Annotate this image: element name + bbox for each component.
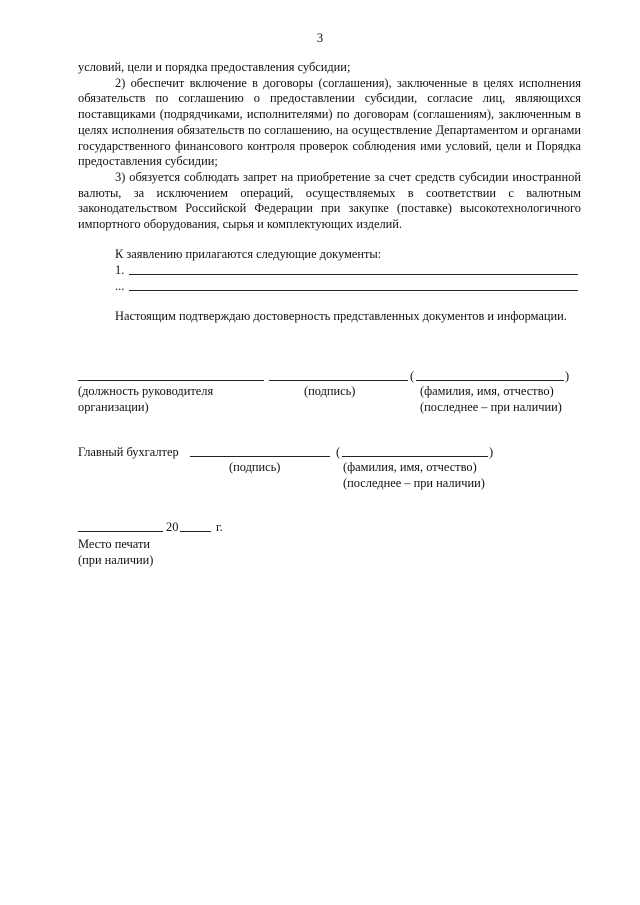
date-year-line[interactable] (180, 531, 211, 532)
paragraph-item-3: 3) обязуется соблюдать запрет на приобретение за счет средств субсидии иностранной валюты, за исключением операций, осуществляемых в соответствии с валютным законодательством Российской Федерации при закупке (поставке) высокотехнологичного импортного оборудования, сырья и комплектующих изделий. (78, 169, 581, 232)
attachment-item-1-label: 1. (115, 263, 125, 277)
attachment-item-1-line[interactable] (129, 274, 578, 275)
confirmation-paragraph: Настоящим подтверждаю достоверность представленных документов и информации. (115, 309, 567, 323)
paragraph-item-2: 2) обеспечит включение в договоры (соглашения), заключенные в целях исполнения обязательств по соглашению о предоставлении субсидии, согласие лиц, являющихся поставщиками (подрядчиками, исполнителями) по договорам (соглашениям), заключенным в целях исполнения обязательств по соглашению, на осуществление Департаментом и органами государственного финансового контроля проверок соблюдения ими условий, цели и Порядка предоставления субсидии; (78, 75, 581, 169)
head-position-line[interactable] (78, 380, 264, 381)
attachment-item-more-label: ... (115, 279, 125, 293)
head-signature-line[interactable] (269, 380, 408, 381)
accountant-label: Главный бухгалтер (78, 445, 179, 459)
accountant-signature-line[interactable] (190, 456, 330, 457)
date-year-suffix: г. (216, 520, 223, 534)
date-day-month-line[interactable] (78, 531, 163, 532)
head-position-caption-1: (должность руководителя (78, 384, 214, 398)
attachments-heading: К заявлению прилагаются следующие документы: (115, 247, 382, 261)
head-name-paren-open: ( (410, 369, 415, 383)
accountant-signature-caption: (подпись) (229, 460, 281, 474)
head-signature-caption: (подпись) (304, 384, 356, 398)
date-year-prefix: 20 (166, 520, 179, 534)
confirmation-text (78, 309, 581, 325)
accountant-name-paren-open: ( (336, 445, 341, 459)
head-name-paren-close: ) (565, 369, 570, 383)
paragraph-continuation: условий, цели и порядка предоставления субсидии; (78, 60, 351, 74)
head-name-line[interactable] (416, 380, 564, 381)
page-number: 3 (316, 31, 324, 45)
accountant-name-paren-close: ) (489, 445, 494, 459)
accountant-name-caption-1: (фамилия, имя, отчество) (343, 460, 477, 474)
attachment-item-more-line[interactable] (129, 290, 578, 291)
accountant-name-caption-2: (последнее – при наличии) (343, 476, 485, 490)
head-name-caption-2: (последнее – при наличии) (420, 400, 562, 414)
head-position-caption-2: организации) (78, 400, 149, 414)
body-text (78, 60, 581, 233)
stamp-place-caption: Место печати (78, 537, 150, 551)
stamp-if-present-caption: (при наличии) (78, 553, 154, 567)
head-name-caption-1: (фамилия, имя, отчество) (420, 384, 554, 398)
accountant-name-line[interactable] (342, 456, 488, 457)
